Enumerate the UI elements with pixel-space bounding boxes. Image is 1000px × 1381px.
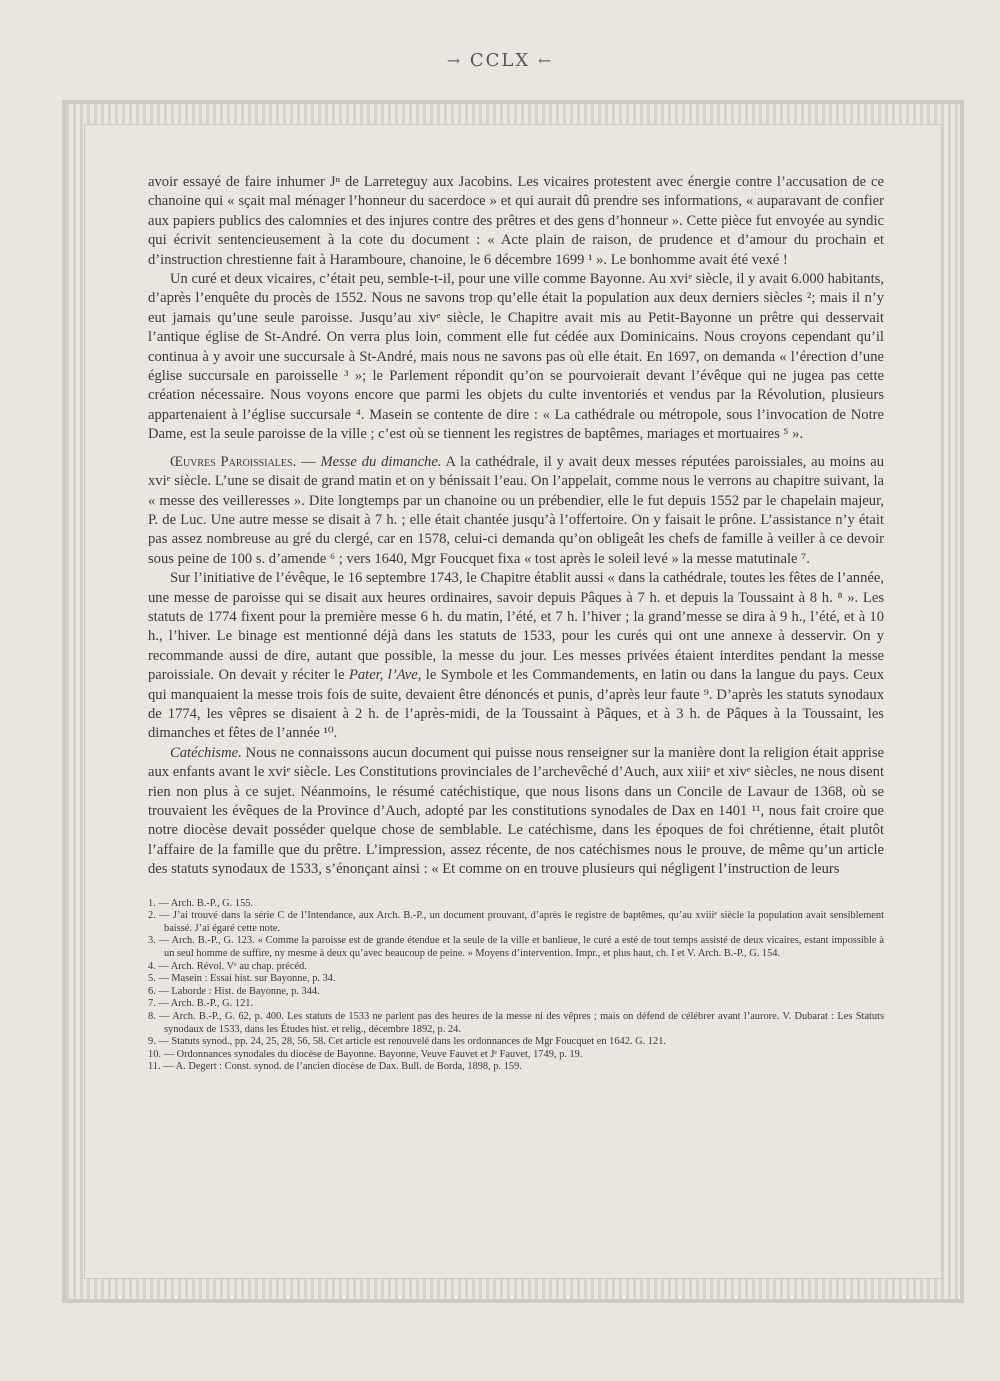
paragraph-1: avoir essayé de faire inhumer Jⁿ de Larreteguy aux Jacobins. Les vicaires protestent avec énergie contre l’accusation de ce chanoine qui « sçait mal ménager l’honneur du sacerdoce » et qui aurait dû prendre ses informations, « auparavant de confier aux papiers publics des calomnies et des injures contre des prêtres et des gens d’honneur ». Cette pièce fut envoyée au syndic qui écrivit sentencieusement à la cote du document : « Acte plain de raison, de prudence et d’amour du prochain et d’instruction chrestienne fait à Haramboure, chanoine, le 6 décembre 1699 ¹ ». Le bonhomme avait été vexé !: [148, 174, 884, 268]
oeuvres-dash: —: [296, 453, 321, 470]
catechisme-text: Nous ne connaissons aucun document qui puisse nous renseigner sur la manière dont la religion était apprise aux enfants avant le xviᵉ siècle. Les Constitutions provinciales de l’archevêché d’Auch, aux xiiiᵉ et xivᵉ siècles, ne nous disent rien non plus à ce sujet. Néanmoins, le résumé catéchistique, que nous lisons dans un Concile de Lavaur de 1368, où se trouvaient les évêques de la Province d’Auch, adopté par les constitutions synodales de Dax en 1401 ¹¹, nous fait croire que notre diocèse devait posséder quelque chose de semblable. Le catéchisme, dans les époques de foi chrétienne, était plutôt l’affaire de la famille que du prêtre. L’impression, assez récente, de nos catéchismes nous le prouve, de même qu’un article des statuts synodaux de 1533, s’énonçant ainsi : « Et comme on en trouve plusieurs qui négligent l’instruction de leurs: [148, 744, 884, 878]
footnote-5: 5. — Masein : Essai hist. sur Bayonne, p. 34.: [148, 973, 336, 985]
footnotes: [148, 898, 884, 1074]
paragraph-oeuvres: [148, 453, 884, 569]
initiative-part2: le Symbole et les Commandements, en latin ou dans la langue du pays. Ceux qui manquaient la messe trois fois de suite, devaient être dénoncés et punis, d’après leur faute ⁹. D’après les statuts synodaux de 1774, les vêpres se disaient à 2 h. de l’après-midi, de la Toussaint à Pâques, et à 3 h. de Pâques à la Toussaint, les dimanches et fêtes de l’année ¹⁰.: [148, 667, 884, 742]
catechisme-heading: Catéchisme.: [170, 744, 242, 761]
oeuvres-heading: Œuvres Paroissiales.: [170, 453, 297, 470]
footnote-1: 1. — Arch. B.-P., G. 155.: [148, 897, 254, 909]
footnote-10: 10. — Ordonnances synodales du diocèse de Bayonne. Bayonne, Veuve Fauvet et Jᵉ Fauvet, 1749, p. 19.: [148, 1048, 583, 1060]
page-number-roman: CCLX: [469, 50, 531, 71]
page-header: [0, 50, 1000, 71]
left-arrow-ornament: →: [446, 51, 463, 70]
footnote-3: 3. — Arch. B.-P., G. 123. « Comme la paroisse est de grande étendue et la seule de la ville et banlieue, le curé a esté de tout temps assisté de deux vicaires, estant impossible à un seul homme de suffire, ny mesme à deux qu’avec beaucoup de peine. » Moyens d’intervention. Impr., et plus haut, ch. I et V. Arch. B.-P., G. 154.: [148, 935, 884, 959]
initiative-part1: Sur l’initiative de l’évêque, le 16 septembre 1743, le Chapitre établit aussi « dans la cathédrale, toutes les fêtes de l’année, une messe de paroisse qui se disait aux heures ordinaires, savoir depuis Pâques à 7 h. et depuis la Toussaint à 8 h. ⁸ ». Les statuts de 1774 fixent pour la première messe 6 h. du matin, l’été, et 7 h. l’hiver ; la grand’messe se dira à 9 h., l’été, et à 10 h., l’hiver. Le binage est mentionné déjà dans les statuts de 1533, pour les curés qui ont une annexe à desservir. On y recommande aussi de dire, autant que possible, la messe du jour. Les messes privées étaient interdites pendant la messe paroissiale. On devait y réciter le: [148, 570, 884, 684]
oeuvres-text: A la cathédrale, il y avait deux messes réputées paroissiales, au moins au xviᵉ siècle. L’une se disait de grand matin et on y bénissait l’eau. On l’appelait, comme nous le verrons au chapitre suivant, la « messe des veilleresses ». Dite longtemps par un chanoine ou un prébendier, elle le fut depuis 1552 par le chapelain majeur, P. de Luc. Une autre messe se disait à 7 h. ; elle était chantée jusqu’à l’offertoire. On y faisait le prône. L’assistance n’y était pas assez nombreuse au gré du clergé, car en 1578, celui-ci demanda qu’on obligeât les chefs de famille à veiller à ce devoir sous peine de 100 s. d’amende ⁶ ; vers 1640, Mgr Foucquet fixa « tost après le soleil levé » la messe matutinale ⁷.: [148, 453, 885, 567]
paragraph-2: Un curé et deux vicaires, c’était peu, semble-t-il, pour une ville comme Bayonne. Au xviᵉ siècle, il y avait 6.000 habitants, d’après l’enquête du procès de 1552. Nous ne savons trop qu’elle était la population aux deux derniers siècles ²; mais il n’y eut jamais qu’une seule paroisse. Jusqu’au xivᵉ siècle, le Chapitre avait mis au Petit-Bayonne un prêtre qui desservait l’antique église de St-André. On verra plus loin, comment elle fut cédée aux Dominicains. Nous croyons cependant qu’il continua à y avoir une succursale à St-André, mais nous ne savons pas où elle était. En 1697, on demanda « l’érection d’une église succursale en paroisselle ³ »; le Parlement répondit qu’on se pourvoierait devant l’évêque qui ne jugea pas cette création nécessaire. Nous voyons encore que parmi les objets du culte inventoriés et vendus par la Révolution, plusieurs appartenaient à l’église succursale ⁴. Masein se contente de dire : « La cathédrale ou métropole, sous l’invocation de Notre Dame, est la seule paroisse de la ville ; c’est où se tiennent les registres de baptêmes, mariages et mortuaires ⁵ ».: [148, 271, 884, 443]
body-text: [148, 173, 884, 880]
footnote-8: 8. — Arch. B.-P., G. 62, p. 400. Les statuts de 1533 ne parlent pas des heures de la messe ni des vêpres ; mais on défend de célébrer avant l’aurore. V. Dubarat : Les Statuts synodaux de 1533, dans les Études hist. et relig., décembre 1892, p. 24.: [148, 1010, 884, 1035]
paragraph-catechisme: [148, 744, 884, 880]
footnote-6: 6. — Laborde : Hist. de Bayonne, p. 344.: [148, 985, 320, 997]
initiative-italic: Pater, l’Ave,: [348, 667, 422, 684]
footnote-11: 11. — A. Degert : Const. synod. de l’ancien diocèse de Dax. Bull. de Borda, 1898, p. 159.: [148, 1061, 522, 1073]
oeuvres-subtitle: Messe du dimanche.: [320, 453, 442, 470]
paragraph-initiative: [148, 569, 884, 744]
footnote-7: 7. — Arch. B.-P., G. 121.: [148, 998, 254, 1010]
right-arrow-ornament: ←: [537, 51, 554, 70]
footnote-4: 4. — Arch. Révol. Vᵉ au chap. précéd.: [148, 960, 307, 972]
page-content: [148, 173, 884, 1074]
footnote-9: 9. — Statuts synod., pp. 24, 25, 28, 56, 58. Cet article est renouvelé dans les ordonnances de Mgr Foucquet en 1642. G. 121.: [148, 1036, 667, 1048]
footnote-2: 2. — J’ai trouvé dans la série C de l’Intendance, aux Arch. B.-P., un document prouvant, d’après le registre de baptêmes, qu’au xviiiᵉ siècle la population avait sensiblement baissé. J’ai égaré cette note.: [148, 910, 884, 934]
